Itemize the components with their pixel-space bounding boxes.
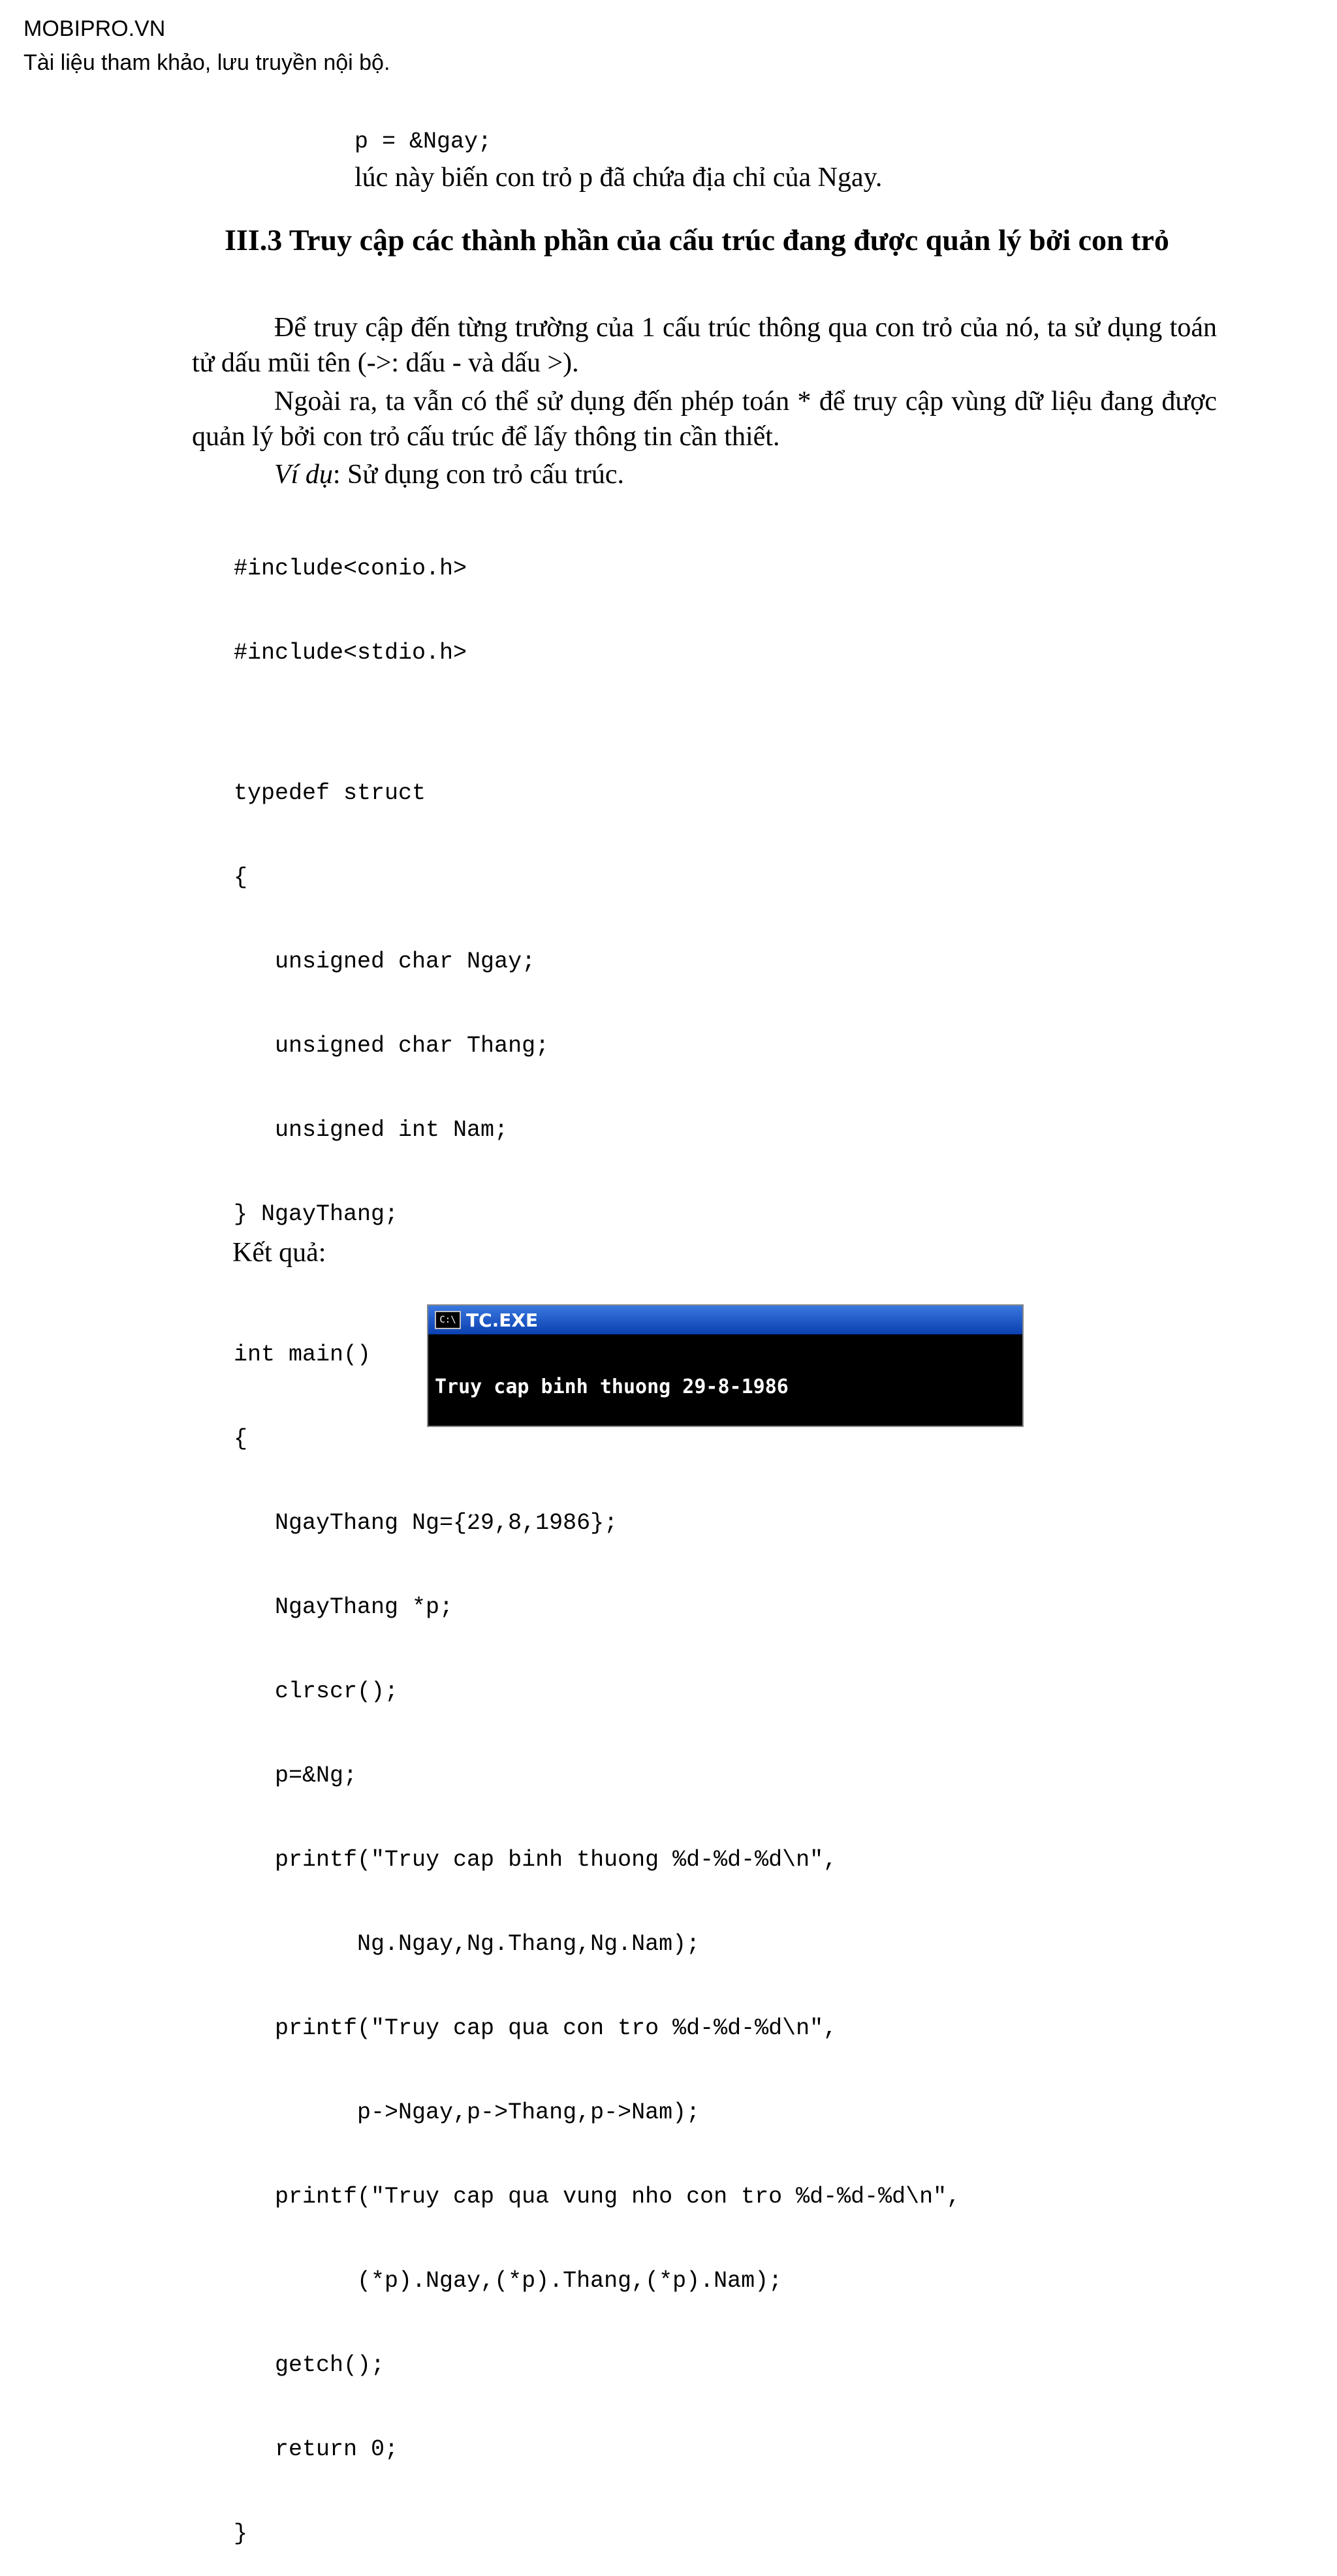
code-line: { <box>234 1426 248 1452</box>
code-line: printf("Truy cap qua vung nho con tro %d-%d-%d\n", <box>234 2184 961 2210</box>
header-tagline: Tài liệu tham khảo, lưu truyền nội bộ. <box>24 50 390 75</box>
code-line: p->Ngay,p->Thang,p->Nam); <box>234 2099 700 2126</box>
code-line: NgayThang Ng={29,8,1986}; <box>234 1510 618 1536</box>
code-line: typedef struct <box>234 780 426 806</box>
page-header <box>24 12 390 80</box>
code-line: getch(); <box>234 2352 385 2378</box>
code-line: int main() <box>234 1342 371 1368</box>
result-label: Kết quả: <box>232 1238 326 1268</box>
site-name: MOBIPRO.VN <box>24 16 166 41</box>
code-line: Ng.Ngay,Ng.Thang,Ng.Nam); <box>234 1931 700 1957</box>
code-line: #include<stdio.h> <box>234 640 467 666</box>
intro-code-line: p = &Ngay; <box>354 129 492 155</box>
console-line: Truy cap qua con tro 29-8-1986 <box>435 1434 789 1457</box>
code-line: clrscr(); <box>234 1678 399 1704</box>
code-line: (*p).Ngay,(*p).Thang,(*p).Nam); <box>234 2268 783 2294</box>
intro-text: lúc này biến con trỏ p đã chứa địa chỉ của Ngay. <box>354 163 883 193</box>
console-titlebar <box>428 1306 1022 1334</box>
code-line: printf("Truy cap binh thuong %d-%d-%d\n", <box>234 1847 838 1873</box>
example-caption <box>274 457 624 492</box>
example-label: Ví dụ <box>274 460 333 490</box>
paragraph-text: Ngoài ra, ta vẫn có thể sử dụng đến phép toán * để truy cập vùng dữ liệu đang được quản lý bởi con trỏ cấu trúc để lấy thông tin cần thiết. <box>192 386 1217 452</box>
console-line: Truy cap qua vung nho con tro 29-8-1986 <box>435 1493 895 1516</box>
code-line: unsigned char Ngay; <box>234 949 536 975</box>
console-line: Truy cap binh thuong 29-8-1986 <box>435 1375 789 1398</box>
console-app-icon: C:\ <box>435 1311 461 1329</box>
code-line: unsigned char Thang; <box>234 1033 550 1059</box>
code-line: unsigned int Nam; <box>234 1117 509 1143</box>
console-window-screenshot <box>427 1304 1024 1516</box>
code-line: p=&Ng; <box>234 1763 358 1789</box>
code-line: #include<conio.h> <box>234 556 467 582</box>
example-text: : Sử dụng con trỏ cấu trúc. <box>332 460 624 490</box>
code-line: } NgayThang; <box>234 1201 399 1227</box>
console-title: TC.EXE <box>466 1309 539 1331</box>
code-line: { <box>234 864 248 890</box>
paragraph-arrow-operator <box>192 310 1217 381</box>
paragraph-dereference <box>192 384 1217 454</box>
code-line: return 0; <box>234 2436 399 2462</box>
code-line: printf("Truy cap qua con tro %d-%d-%d\n", <box>234 2015 838 2041</box>
code-line: } <box>234 2521 248 2547</box>
code-line: NgayThang *p; <box>234 1594 454 1620</box>
console-output <box>428 1334 1022 1554</box>
paragraph-text: Để truy cập đến từng trường của 1 cấu trúc thông qua con trỏ của nó, ta sử dụng toán tử dấu mũi tên (->: dấu - và dấu >). <box>192 313 1217 378</box>
section-heading: III.3 Truy cập các thành phần của cấu trúc đang được quản lý bởi con trỏ <box>225 223 1169 257</box>
